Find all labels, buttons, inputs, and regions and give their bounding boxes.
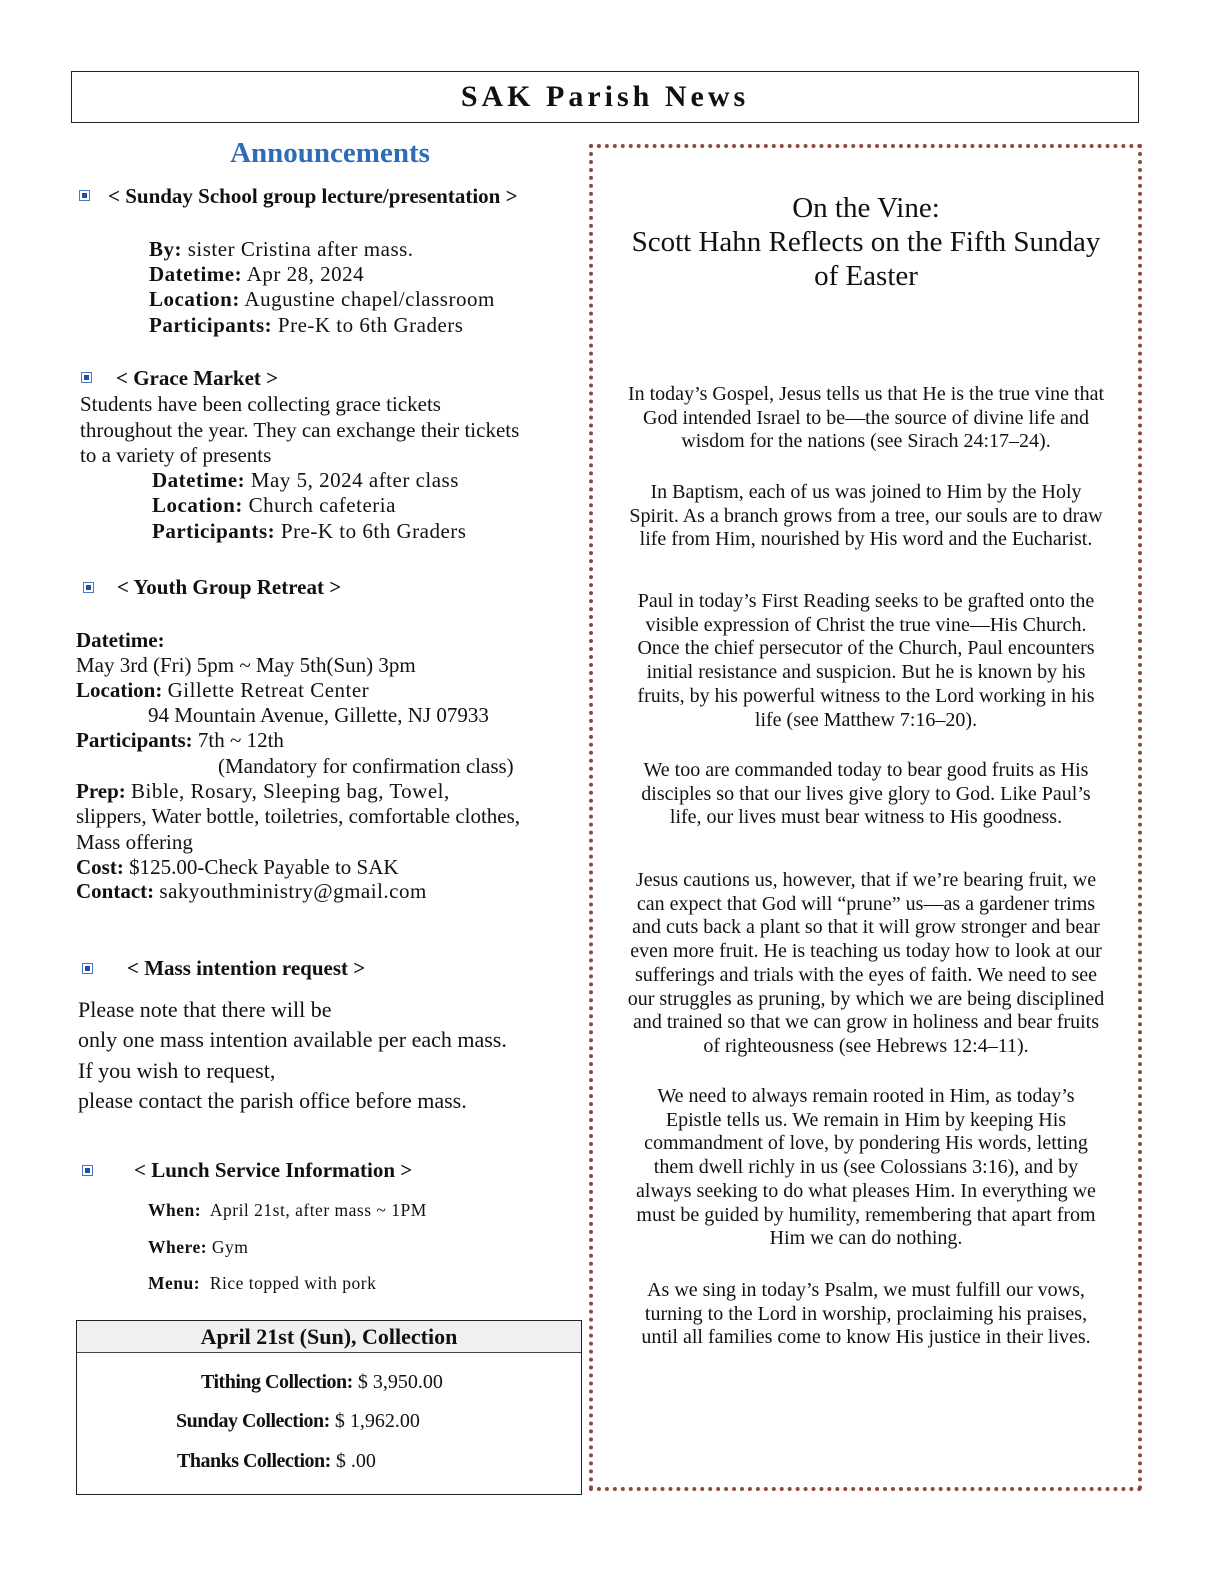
thanks-collection: Thanks Collection: $ .00	[177, 1450, 376, 1472]
sunday-school-participants: Participants: Pre-K to 6th Graders	[149, 313, 464, 337]
bullet-icon	[83, 582, 94, 593]
youth-retreat-address: 94 Mountain Avenue, Gillette, NJ 07933	[148, 703, 489, 727]
sunday-school-by: By: sister Cristina after mass.	[149, 237, 414, 261]
newsletter-title: SAK Parish News	[460, 80, 750, 113]
lunch-where: Where: Gym	[148, 1237, 249, 1257]
mass-intention-line: only one mass intention available per each mass.	[78, 1027, 507, 1052]
lunch-menu: Menu: Rice topped with pork	[148, 1273, 377, 1293]
grace-market-desc-line: Students have been collecting grace tickets	[80, 392, 441, 416]
youth-retreat-prep: Prep: Bible, Rosary, Sleeping bag, Towel,	[76, 779, 450, 803]
mass-intention-title: < Mass intention request >	[127, 956, 366, 980]
tithing-collection: Tithing Collection: $ 3,950.00	[201, 1371, 443, 1393]
announcements-heading: Announcements	[230, 137, 430, 169]
article-paragraph: We too are commanded today to bear good fruits as His disciples so that our lives give glory to God. Like Paul’s life, our lives must bear witness to His goodness.	[641, 759, 1091, 829]
youth-retreat-cost: Cost: $125.00-Check Payable to SAK	[76, 855, 399, 879]
bullet-icon	[81, 372, 92, 383]
mass-intention-line: please contact the parish office before mass.	[78, 1088, 467, 1113]
youth-retreat-contact: Contact: sakyouthministry@gmail.com	[76, 879, 427, 903]
grace-market-datetime: Datetime: May 5, 2024 after class	[152, 468, 459, 492]
article-paragraph: In Baptism, each of us was joined to Him by the Holy Spirit. As a branch grows from a tree, our souls are to draw life from Him, nourished by His word and the Eucharist.	[629, 481, 1103, 551]
youth-retreat-prep-line: slippers, Water bottle, toiletries, comfortable clothes,	[76, 804, 521, 828]
article-paragraph: In today’s Gospel, Jesus tells us that He is the true vine that God intended Israel to be—the source of divine life and wisdom for the nations (see Sirach 24:17–24).	[627, 383, 1105, 453]
collection-box	[76, 1320, 582, 1495]
youth-retreat-location: Location: Gillette Retreat Center	[76, 678, 370, 702]
youth-retreat-participants: Participants: 7th ~ 12th	[76, 728, 284, 752]
mass-intention-line: Please note that there will be	[78, 997, 332, 1022]
youth-retreat-prep-line: Mass offering	[76, 830, 193, 854]
grace-market-desc-line: to a variety of presents	[80, 443, 272, 467]
collection-header: April 21st (Sun), Collection	[77, 1321, 581, 1353]
mass-intention-line: If you wish to request,	[78, 1058, 276, 1083]
grace-market-location: Location: Church cafeteria	[152, 493, 396, 517]
article-paragraph: Paul in today’s First Reading seeks to be grafted onto the visible expression of Christ the true vine—His Church. Once the chief persecutor of the Church, Paul encounters initial resistance and suspicion. But he is known by his fruits, by his powerful witness to the Lord working in his life (see Matthew 7:16–20).	[637, 590, 1095, 731]
article-title: On the Vine: Scott Hahn Reflects on the Fifth Sunday of Easter	[631, 192, 1101, 292]
article-paragraph: We need to always remain rooted in Him, as today’s Epistle tells us. We remain in Him by keeping His commandment of love, by pondering His words, letting them dwell richly in us (see Colossians 3:16), and by always seeking to do what pleases Him. In everything we must be guided by humility, remembering that apart from Him we can do nothing.	[636, 1085, 1096, 1250]
article-paragraph: As we sing in today’s Psalm, we must fulfill our vows, turning to the Lord in worship, proclaiming his praises, until all families come to know His justice in their lives.	[641, 1279, 1091, 1349]
lunch-title: < Lunch Service Information >	[134, 1158, 413, 1182]
sunday-school-location: Location: Augustine chapel/classroom	[149, 287, 495, 311]
sunday-school-title: < Sunday School group lecture/presentation >	[108, 184, 518, 208]
youth-retreat-participants-note: (Mandatory for confirmation class)	[218, 754, 514, 778]
bullet-icon	[82, 1165, 93, 1176]
youth-retreat-datetime-label: Datetime:	[76, 628, 165, 652]
grace-market-title: < Grace Market >	[116, 366, 279, 390]
bullet-icon	[79, 190, 90, 201]
newsletter-header	[71, 71, 1139, 123]
sunday-collection: Sunday Collection: $ 1,962.00	[176, 1410, 420, 1432]
sunday-school-datetime: Datetime: Apr 28, 2024	[149, 262, 365, 286]
bullet-icon	[82, 963, 93, 974]
article-paragraph: Jesus cautions us, however, that if we’re bearing fruit, we can expect that God will “prune” us—as a gardener trims and cuts back a plant so that it will grow stronger and bear even more fruit. He is teaching us today how to look at our sufferings and trials with the eyes of faith. We need to see our struggles as pruning, by which we are being disciplined and trained so that we can grow in holiness and bear fruits of righteousness (see Hebrews 12:4–11).	[627, 869, 1105, 1057]
youth-retreat-title: < Youth Group Retreat >	[117, 575, 342, 599]
grace-market-desc-line: throughout the year. They can exchange their tickets	[80, 418, 520, 442]
lunch-when: When: April 21st, after mass ~ 1PM	[148, 1200, 427, 1220]
youth-retreat-datetime: May 3rd (Fri) 5pm ~ May 5th(Sun) 3pm	[76, 653, 416, 677]
grace-market-participants: Participants: Pre-K to 6th Graders	[152, 519, 467, 543]
